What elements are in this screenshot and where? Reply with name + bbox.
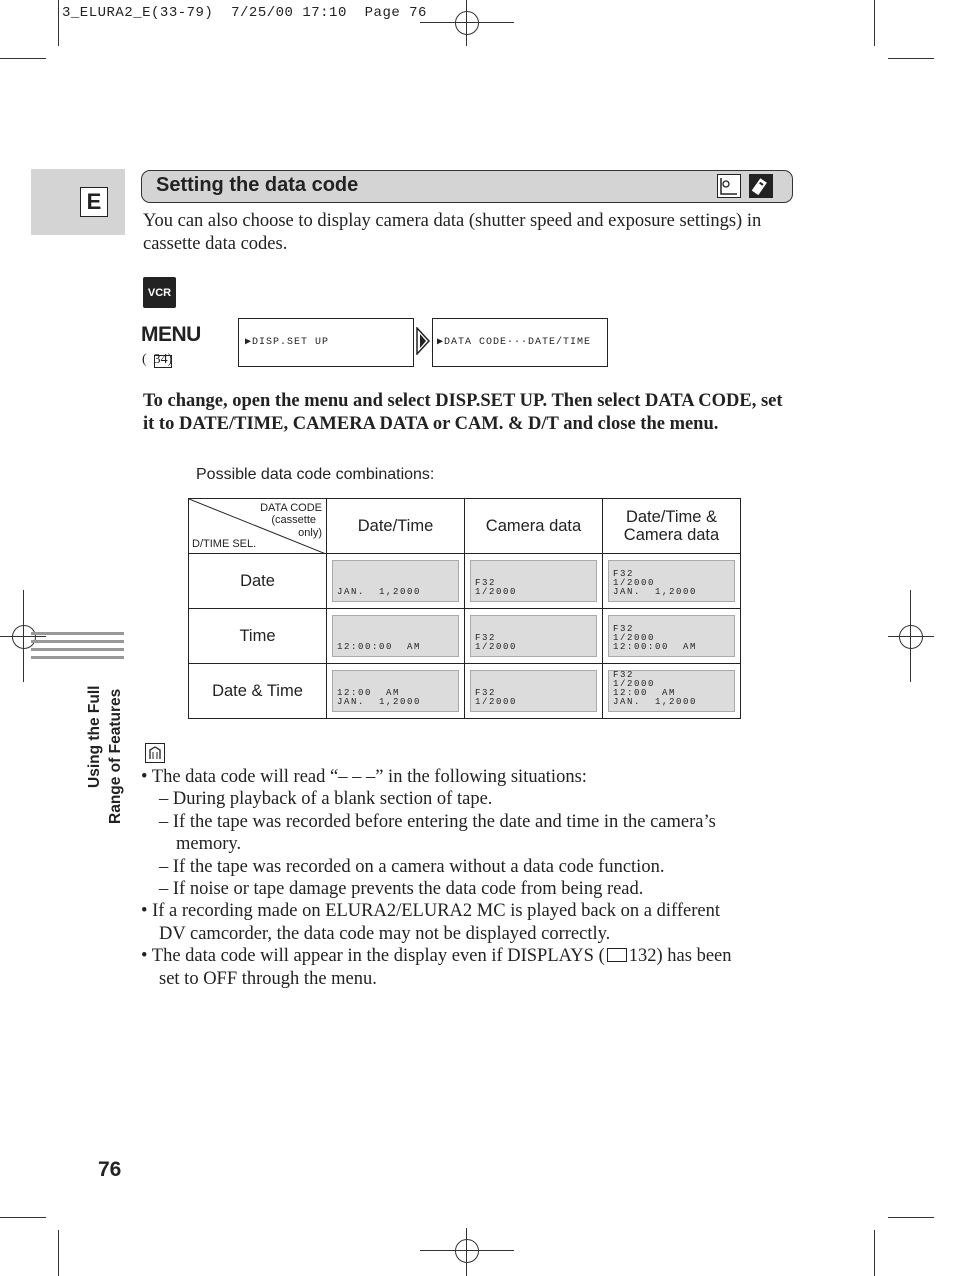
note-subitem: – If noise or tape damage prevents the data code from being read.	[159, 879, 644, 900]
table-cell	[465, 554, 603, 609]
note-subitem: – If the tape was recorded on a camera without a data code function.	[159, 856, 665, 877]
page-number: 76	[98, 1158, 122, 1181]
book-icon	[607, 948, 627, 962]
side-label-line: Range of Features	[107, 688, 124, 824]
book-icon	[154, 355, 172, 368]
column-header-line: Date/Time &	[625, 508, 718, 526]
table-row	[189, 664, 741, 719]
table-cell	[603, 664, 741, 719]
note-subitem: – If the tape was recorded before entering the date and time in the camera’s	[159, 811, 716, 832]
side-bar	[31, 648, 124, 651]
registration-mark	[455, 1239, 479, 1263]
crop-mark	[58, 0, 59, 46]
table-row	[189, 609, 741, 664]
vcr-badge: VCR	[143, 277, 176, 308]
column-header: Date/Time	[327, 499, 465, 554]
display-sample: F32 1/2000 12:00 AM JAN. 1,2000	[608, 670, 735, 712]
intro-text: You can also choose to display camera data (shutter speed and exposure settings) in cassette data codes.	[143, 211, 762, 254]
side-label	[86, 672, 126, 822]
side-bar	[31, 640, 124, 643]
table-caption: Possible data code combinations:	[196, 466, 435, 483]
table-cell	[465, 609, 603, 664]
note-item-continued: DV camcorder, the data code may not be displayed correctly.	[159, 923, 611, 944]
column-header-line: Camera data	[623, 526, 720, 544]
note-subitem-continued: memory.	[176, 834, 242, 855]
note-text: 132) has been	[628, 946, 732, 967]
data-code-table	[188, 498, 741, 719]
side-label-line: Using the Full	[86, 685, 103, 788]
display-sample: F32 1/2000	[470, 615, 597, 657]
row-label: Date	[189, 554, 327, 609]
menu-ref-text: ( 34)	[142, 352, 173, 367]
language-tab	[31, 169, 125, 235]
display-sample: F32 1/2000 12:00:00 AM	[608, 615, 735, 657]
crop-mark	[0, 58, 46, 59]
table-cell	[603, 554, 741, 609]
note-item	[141, 945, 791, 967]
crop-mark	[888, 1217, 934, 1218]
side-bar	[31, 632, 124, 635]
note-subitem: – During playback of a blank section of tape.	[159, 789, 493, 810]
display-sample: 12:00:00 AM	[332, 615, 459, 657]
side-bar	[31, 656, 124, 659]
display-sample: F32 1/2000 JAN. 1,2000	[608, 560, 735, 602]
crop-mark	[874, 1230, 875, 1276]
arrow-right-icon	[416, 327, 430, 360]
note-item: • The data code will read “– – –” in the following situations:	[141, 767, 587, 787]
instruction-text: To change, open the menu and select DISP.SET UP. Then select DATA CODE, set it to DATE/TIME, CAMERA DATA or CAM. & D/T and close the menu.	[143, 391, 783, 434]
corner-label: (cassette	[271, 514, 316, 526]
corner-label: D/TIME SEL.	[192, 538, 257, 550]
table-cell	[465, 664, 603, 719]
menu-screen-text: ▶DATA CODE···DATE/TIME	[437, 337, 592, 348]
row-label: Date & Time	[189, 664, 327, 719]
crop-mark	[874, 0, 875, 46]
note-text: • The data code will appear in the display even if DISPLAYS (	[141, 946, 605, 967]
registration-mark	[455, 11, 479, 35]
menu-label: MENU	[141, 323, 201, 346]
table-corner	[189, 499, 327, 554]
table-cell	[327, 664, 465, 719]
row-label: Time	[189, 609, 327, 664]
column-header: Camera data	[465, 499, 603, 554]
note-icon	[145, 743, 165, 763]
display-sample: F32 1/2000	[470, 670, 597, 712]
note-item-continued: set to OFF through the menu.	[159, 968, 377, 989]
note-item: • If a recording made on ELURA2/ELURA2 MC is played back on a different	[141, 901, 720, 922]
crop-mark	[58, 1230, 59, 1276]
remote-control-icon	[749, 174, 773, 198]
crop-mark	[888, 58, 934, 59]
registration-mark	[12, 625, 36, 649]
notes-list	[143, 766, 793, 990]
menu-screen-1	[238, 318, 414, 367]
crop-mark	[0, 1217, 46, 1218]
corner-label: DATA CODE	[260, 502, 322, 514]
menu-screen-2	[432, 318, 608, 367]
column-header	[603, 499, 741, 554]
table-row	[189, 554, 741, 609]
section-title: Setting the data code	[156, 174, 359, 196]
display-sample: F32 1/2000	[470, 560, 597, 602]
table-cell	[327, 609, 465, 664]
language-letter: E	[80, 187, 108, 217]
table-cell	[327, 554, 465, 609]
table-cell	[603, 609, 741, 664]
menu-page-ref	[142, 352, 172, 368]
corner-label: only)	[298, 527, 322, 539]
registration-mark	[899, 625, 923, 649]
display-sample: JAN. 1,2000	[332, 560, 459, 602]
display-sample: 12:00 AM JAN. 1,2000	[332, 670, 459, 712]
menu-screen-text: ▶DISP.SET UP	[245, 337, 330, 348]
print-header: 3_ELURA2_E(33-79) 7/25/00 17:10 Page 76	[62, 5, 427, 21]
camera-mode-icon	[717, 174, 741, 198]
